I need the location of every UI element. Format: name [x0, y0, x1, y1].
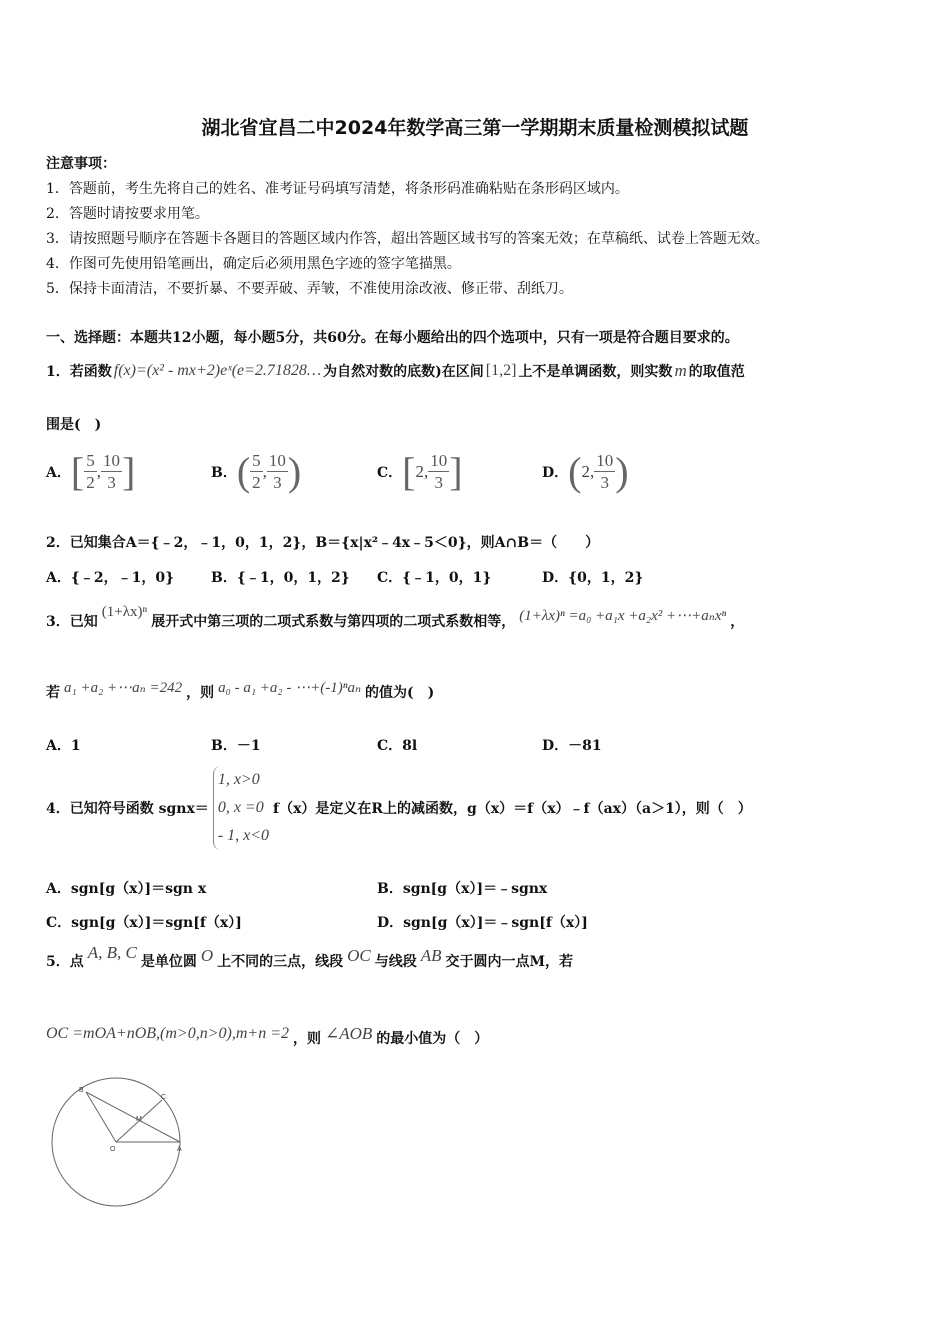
notice-item: 1．答题前，考生先将自己的姓名、准考证号码填写清楚，将条形码准确粘贴在条形码区域内。	[46, 181, 629, 197]
fraction-denominator: 2	[252, 473, 261, 492]
page-title: 湖北省宜昌二中2024年数学高三第一学期期末质量检测模拟试题	[201, 117, 749, 139]
q1-mid: 为自然对数的底数)在区间	[323, 364, 484, 380]
q4-option-c: C．sgn[g（x）]＝sgn[f（x）]	[46, 915, 242, 931]
unit-circle-figure	[40, 1070, 230, 1210]
question-5-stem	[46, 943, 573, 979]
q3-line2-mid: ，则	[186, 685, 215, 701]
q2-option-d: D．{0，1，2}	[542, 570, 644, 586]
interval-start: 2,	[581, 461, 595, 481]
q3-prefix: 3．已知	[46, 614, 98, 630]
bracket-close: )	[615, 449, 629, 494]
q1-line2: 围是( )	[46, 417, 102, 433]
q3-mid: 展开式中第三项的二项式系数与第四项的二项式系数相等，	[151, 614, 516, 630]
notice-item: 2．答题时请按要求用笔。	[46, 206, 209, 222]
q5-seg-oc: OC	[347, 946, 371, 965]
fraction-denominator: 3	[434, 473, 443, 492]
bracket-open: (	[236, 449, 251, 494]
bracket-close: ]	[121, 449, 136, 494]
q5-prefix: 5．点	[46, 954, 84, 970]
q1-suffix: 的取值范	[688, 364, 745, 380]
q5-angle: ∠AOB	[324, 1024, 373, 1043]
q4-piecewise	[213, 766, 269, 850]
notice-item: 4．作图可先使用铅笔画出，确定后必须用黑色字迹的签字笔描黑。	[46, 256, 461, 272]
section-heading: 一、选择题：本题共12小题，每小题5分，共60分。在每小题给出的四个选项中，只有一项是符合题目要求的。	[46, 330, 739, 346]
q3-formula-2: (1+λx)ⁿ =a₀ +a₁x +a₂x² +⋯+aₙxⁿ	[519, 607, 727, 624]
bracket-close: ]	[449, 449, 463, 494]
bracket-open: [	[70, 449, 85, 494]
q4-suffix: f（x）是定义在R上的减函数，g（x）＝f（x）﹣f（ax）（a＞1），则（ ）	[273, 801, 752, 817]
bracket-close: )	[287, 449, 302, 494]
q2-option-a: A．{﹣2，﹣1，0}	[46, 570, 175, 586]
q5-circle-o: O	[200, 946, 214, 965]
fraction-denominator: 3	[600, 473, 609, 492]
q1-option-b	[211, 448, 301, 495]
q4-prefix: 4．已知符号函数 sgnx＝	[46, 801, 209, 817]
notice-heading: 注意事项：	[46, 156, 116, 172]
q3-formula-3: a₁ +a₂ +⋯aₙ =242	[64, 679, 183, 696]
fraction-denominator: 3	[107, 473, 116, 492]
q5-line2-suffix: 的最小值为（ ）	[376, 1031, 489, 1047]
point-label: M	[136, 1116, 142, 1123]
q4-option-a: A．sgn[g（x）]＝sgn x	[46, 881, 207, 897]
notice-item: 5．保持卡面清洁，不要折暴、不要弄破、弄皱，不准使用涂改液、修正带、刮纸刀。	[46, 281, 573, 297]
notice-item: 3．请按照题号顺序在答题卡各题目的答题区域内作答，超出答题区域书写的答案无效；在草稿纸、试卷上答题无效。	[46, 231, 769, 247]
q1-option-a	[46, 448, 135, 495]
q4-option-b: B．sgn[g（x）]＝﹣sgnx	[377, 881, 548, 897]
q5-seg-ab: AB	[420, 946, 442, 965]
question-3-line2	[46, 676, 434, 708]
q4-case: - 1, x<0	[217, 827, 270, 844]
fraction-denominator: 3	[273, 473, 282, 492]
q1-interval: [1,2]	[485, 362, 517, 379]
fraction-numerator: 10	[430, 451, 448, 470]
q4-case: 0, x =0	[217, 799, 264, 816]
question-1-stem	[46, 356, 745, 386]
q5-formula: OC =mOA+nOB,(m>0,n>0),m+n =2	[46, 1025, 289, 1042]
question-5-line2	[46, 1020, 488, 1056]
q2-option-b: B．{﹣1，0，1，2}	[211, 570, 350, 586]
q5-mid1: 是单位圆	[140, 954, 197, 970]
q5-mid3: 与线段	[374, 954, 417, 970]
fraction-numerator: 10	[596, 451, 614, 470]
q3-formula-1: (1+λx)ⁿ	[101, 603, 148, 620]
fraction-numerator: 10	[102, 451, 120, 470]
q2-option-c: C．{﹣1，0，1}	[377, 570, 492, 586]
option-label: A．	[46, 464, 71, 481]
q5-line2-mid: ，则	[292, 1031, 321, 1047]
point-label: C	[161, 1094, 167, 1101]
bracket-open: [	[402, 449, 416, 494]
q3-comma: ，	[730, 614, 745, 630]
question-4-stem	[46, 764, 752, 852]
q3-option-c: C．8l	[377, 738, 418, 754]
q1-option-d	[542, 448, 629, 495]
q3-line2-prefix: 若	[46, 685, 60, 701]
q1-var-m: m	[674, 361, 687, 380]
point-label: A	[177, 1146, 182, 1153]
q3-option-a: A．1	[46, 738, 81, 754]
option-label: D．	[542, 464, 569, 481]
q4-option-d: D．sgn[g（x）]＝﹣sgn[f（x）]	[377, 915, 588, 931]
q1-option-c	[377, 448, 463, 495]
q5-mid2: 上不同的三点，线段	[217, 954, 344, 970]
interval-start: 2,	[415, 461, 429, 481]
q1-prefix: 1．若函数	[46, 364, 112, 380]
bracket-open: (	[568, 449, 582, 494]
q5-points: A, B, C	[87, 943, 137, 962]
separator: ,	[262, 461, 267, 481]
option-label: B．	[211, 464, 237, 481]
q3-line2-suffix: 的值为( )	[365, 685, 435, 701]
point-label: B	[79, 1087, 84, 1094]
fraction-numerator: 10	[268, 451, 286, 470]
fraction-denominator: 2	[86, 473, 95, 492]
question-3-stem	[46, 603, 744, 639]
q3-option-d: D．－81	[542, 738, 602, 754]
option-label: C．	[377, 464, 403, 481]
fraction-numerator: 5	[86, 451, 95, 470]
point-label: O	[110, 1146, 116, 1153]
separator: ,	[96, 461, 101, 481]
fraction-numerator: 5	[252, 451, 261, 470]
q3-formula-4: a₀ - a₁ +a₂ - ⋯+(-1)ⁿaₙ	[218, 679, 362, 696]
q5-suffix: 交于圆内一点M，若	[445, 954, 574, 970]
q3-option-b: B．－1	[211, 738, 261, 754]
q1-formula: f(x)=(x² - mx+2)eˣ(e=2.71828…	[113, 362, 322, 379]
question-2-stem: 2．已知集合A＝{﹣2，﹣1，0，1，2}，B＝{x|x²﹣4x﹣5＜0}，则A∩B＝（ ）	[46, 535, 600, 551]
q4-case: 1, x>0	[217, 771, 260, 788]
q1-mid2: 上不是单调函数，则实数	[518, 364, 673, 380]
